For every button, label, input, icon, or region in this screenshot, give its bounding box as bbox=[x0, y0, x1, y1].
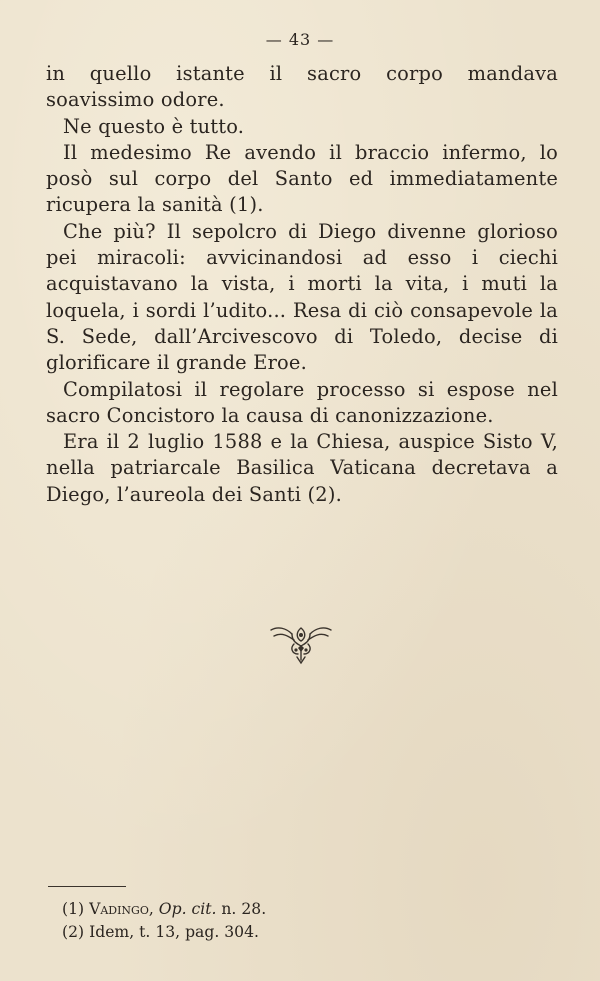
footnote-divider bbox=[48, 886, 126, 887]
paragraph-continuation: in quello istante il sacro corpo mandava soavissimo odore. bbox=[46, 62, 558, 112]
paragraph: Che più? Il sepolcro di Diego divenne glorioso pei miracoli: avvicinandosi ad esso i ciechi acquistavano la vista, i morti la vita, i muti la loquela, i sordi l’udito... Resa di ciò consapevole la S. Sede, dall’Arcivescovo di Toledo, decise di glorificare il grande Eroe. bbox=[46, 219, 558, 375]
paragraph: Era il 2 luglio 1588 e la Chiesa, auspice Sisto V, nella patriarcale Basilica Vaticana decretava a Diego, l’aureola dei Santi (2). bbox=[46, 430, 558, 506]
body-text bbox=[46, 61, 558, 508]
paragraph: Il medesimo Re avendo il braccio infermo, lo posò sul corpo del Santo ed immediatamente ricupera la sanità (1). bbox=[46, 140, 558, 217]
footnote-marker: (1) bbox=[62, 900, 85, 918]
footnote-2 bbox=[62, 921, 266, 944]
paragraph: Compilatosi il regolare processo si espose nel sacro Concistoro la causa di canonizzazione. bbox=[46, 377, 558, 427]
footnote-work: Op. cit. bbox=[158, 900, 217, 918]
footnote-text: Idem, t. 13, pag. 304. bbox=[89, 923, 259, 941]
footnote-reference: n. 28. bbox=[221, 900, 267, 918]
footnote-1 bbox=[62, 898, 266, 921]
footnote-author: Vadingo, bbox=[89, 900, 154, 918]
page-number: — 43 — bbox=[265, 30, 335, 49]
footnote-marker: (2) bbox=[62, 923, 85, 941]
ornament-icon bbox=[268, 624, 334, 666]
paragraph: Ne questo è tutto. bbox=[63, 114, 245, 138]
footnotes bbox=[62, 898, 266, 944]
